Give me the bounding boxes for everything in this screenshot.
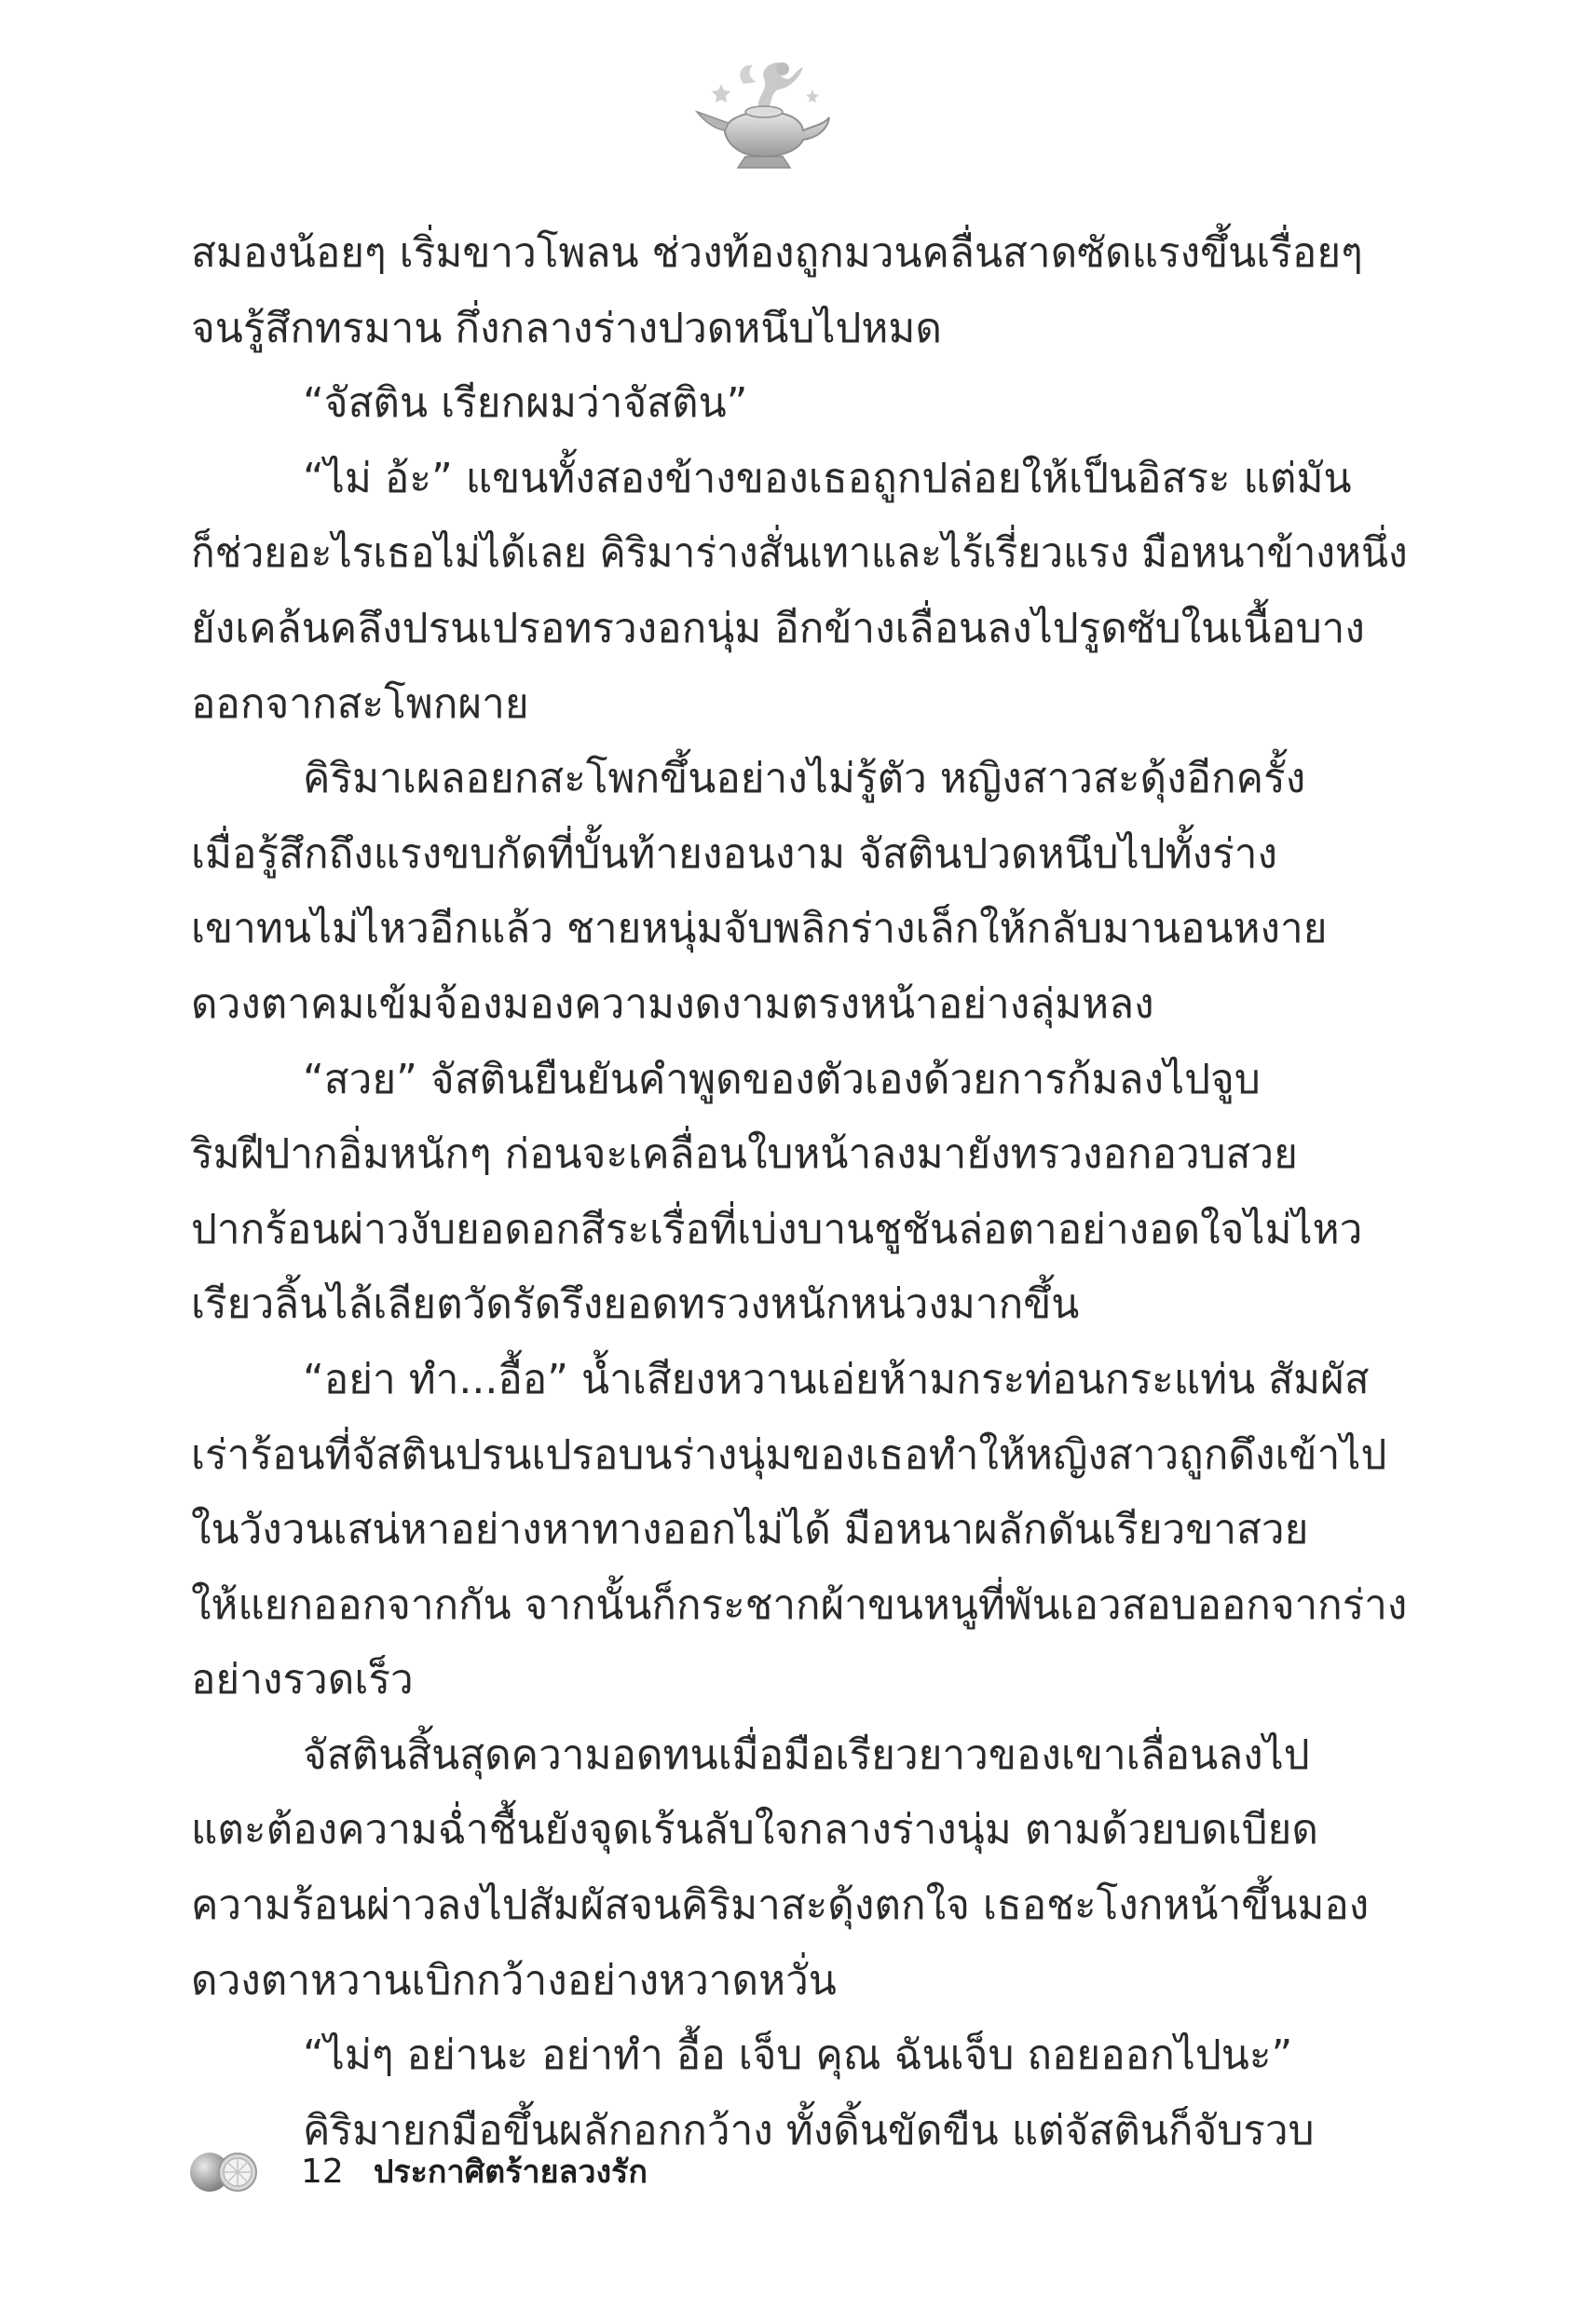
text-line: “สวย” จัสตินยืนยันคำพูดของตัวเองด้วยการก้มลงไปจูบ [303,1055,1261,1103]
text-line: ปากร้อนผ่าวงับยอดอกสีระเรื่อที่เบ่งบานชูชันล่อตาอย่างอดใจไม่ไหว [191,1205,1363,1253]
text-line: เมื่อรู้สึกถึงแรงขบกัดที่บั้นท้ายงอนงาม จัสตินปวดหนึบไปทั้งร่าง [191,829,1277,878]
text-line: สมองน้อยๆ เริ่มขาวโพลน ช่วงท้องถูกมวนคลื่นสาดซัดแรงขึ้นเรื่อยๆ [191,229,1363,277]
text-line: ริมฝีปากอิ่มหนักๆ ก่อนจะเคลื่อนใบหน้าลงมายังทรวงอกอวบสวย [191,1130,1298,1179]
text-line: ยังเคล้นคลึงปรนเปรอทรวงอกนุ่ม อีกข้างเลื่อนลงไปรูดซับในเนื้อบาง [191,604,1365,652]
text-line: จัสตินสิ้นสุดความอดทนเมื่อมือเรียวยาวของเขาเลื่อนลงไป [303,1730,1310,1779]
text-line: เขาทนไม่ไหวอีกแล้ว ชายหนุ่มจับพลิกร่างเล็กให้กลับมานอนหงาย [191,905,1328,953]
text-line: คิริมายกมือขึ้นผลักอกกว้าง ทั้งดิ้นขัดขืน แต่จัสตินก็จับรวบ [303,2106,1315,2154]
text-line: เร่าร้อนที่จัสตินปรนเปรอบนร่างนุ่มของเธอทำให้หญิงสาวถูกดึงเข้าไป [191,1430,1387,1479]
text-line: ให้แยกออกจากกัน จากนั้นก็กระชากผ้าขนหนูที่พันเอวสอบออกจากร่าง [191,1580,1408,1629]
text-line: ความร้อนผ่าวลงไปสัมผัสจนคิริมาสะดุ้งตกใจ เธอชะโงกหน้าขึ้นมอง [191,1881,1370,1930]
genie-lamp-icon [688,47,837,177]
text-line: ดวงตาหวานเบิกกว้างอย่างหวาดหวั่น [191,1956,837,2004]
text-line: ก็ช่วยอะไรเธอไม่ได้เลย คิริมาร่างสั่นเทาและไร้เรี่ยวแรง มือหนาข้างหนึ่ง [191,529,1408,578]
text-line: อย่างรวดเร็ว [191,1656,414,1704]
text-line: คิริมาเผลอยกสะโพกขึ้นอย่างไม่รู้ตัว หญิงสาวสะดุ้งอีกครั้ง [303,755,1306,803]
text-line: “ไม่ อ้ะ” แขนทั้งสองข้างของเธอถูกปล่อยให้เป็นอิสระ แต่มัน [303,454,1352,502]
text-line: เรียวลิ้นไล้เลียตวัดรัดรึงยอดทรวงหนักหน่วงมากขึ้น [191,1280,1080,1329]
text-line: ในวังวนเสน่หาอย่างหาทางออกไม่ได้ มือหนาผลักดันเรียวขาสวย [191,1506,1309,1554]
text-line: “อย่า ทำ...อื้อ” น้ำเสียงหวานเอ่ยห้ามกระท่อนกระแท่น สัมผัส [303,1355,1370,1403]
text-line: “ไม่ๆ อย่านะ อย่าทำ อื้อ เจ็บ คุณ ฉันเจ็บ ถอยออกไปนะ” [303,2031,1293,2080]
text-line: ออกจากสะโพกผาย [191,679,529,728]
page-number: 12 [301,2152,344,2191]
book-title: ประกาศิตร้ายลวงรัก [373,2154,648,2191]
grapefruit-icon [182,2148,266,2195]
text-line: แตะต้องความฉ่ำชื้นยังจุดเร้นลับใจกลางร่างนุ่ม ตามด้วยบดเบียด [191,1806,1318,1854]
body-text [191,216,1407,2168]
text-line: ดวงตาคมเข้มจ้องมองความงดงามตรงหน้าอย่างลุ่มหลง [191,979,1154,1028]
page-footer [182,2143,648,2199]
text-line: “จัสติน เรียกผมว่าจัสติน” [303,379,748,428]
text-line: จนรู้สึกทรมาน กึ่งกลางร่างปวดหนึบไปหมด [191,304,943,352]
